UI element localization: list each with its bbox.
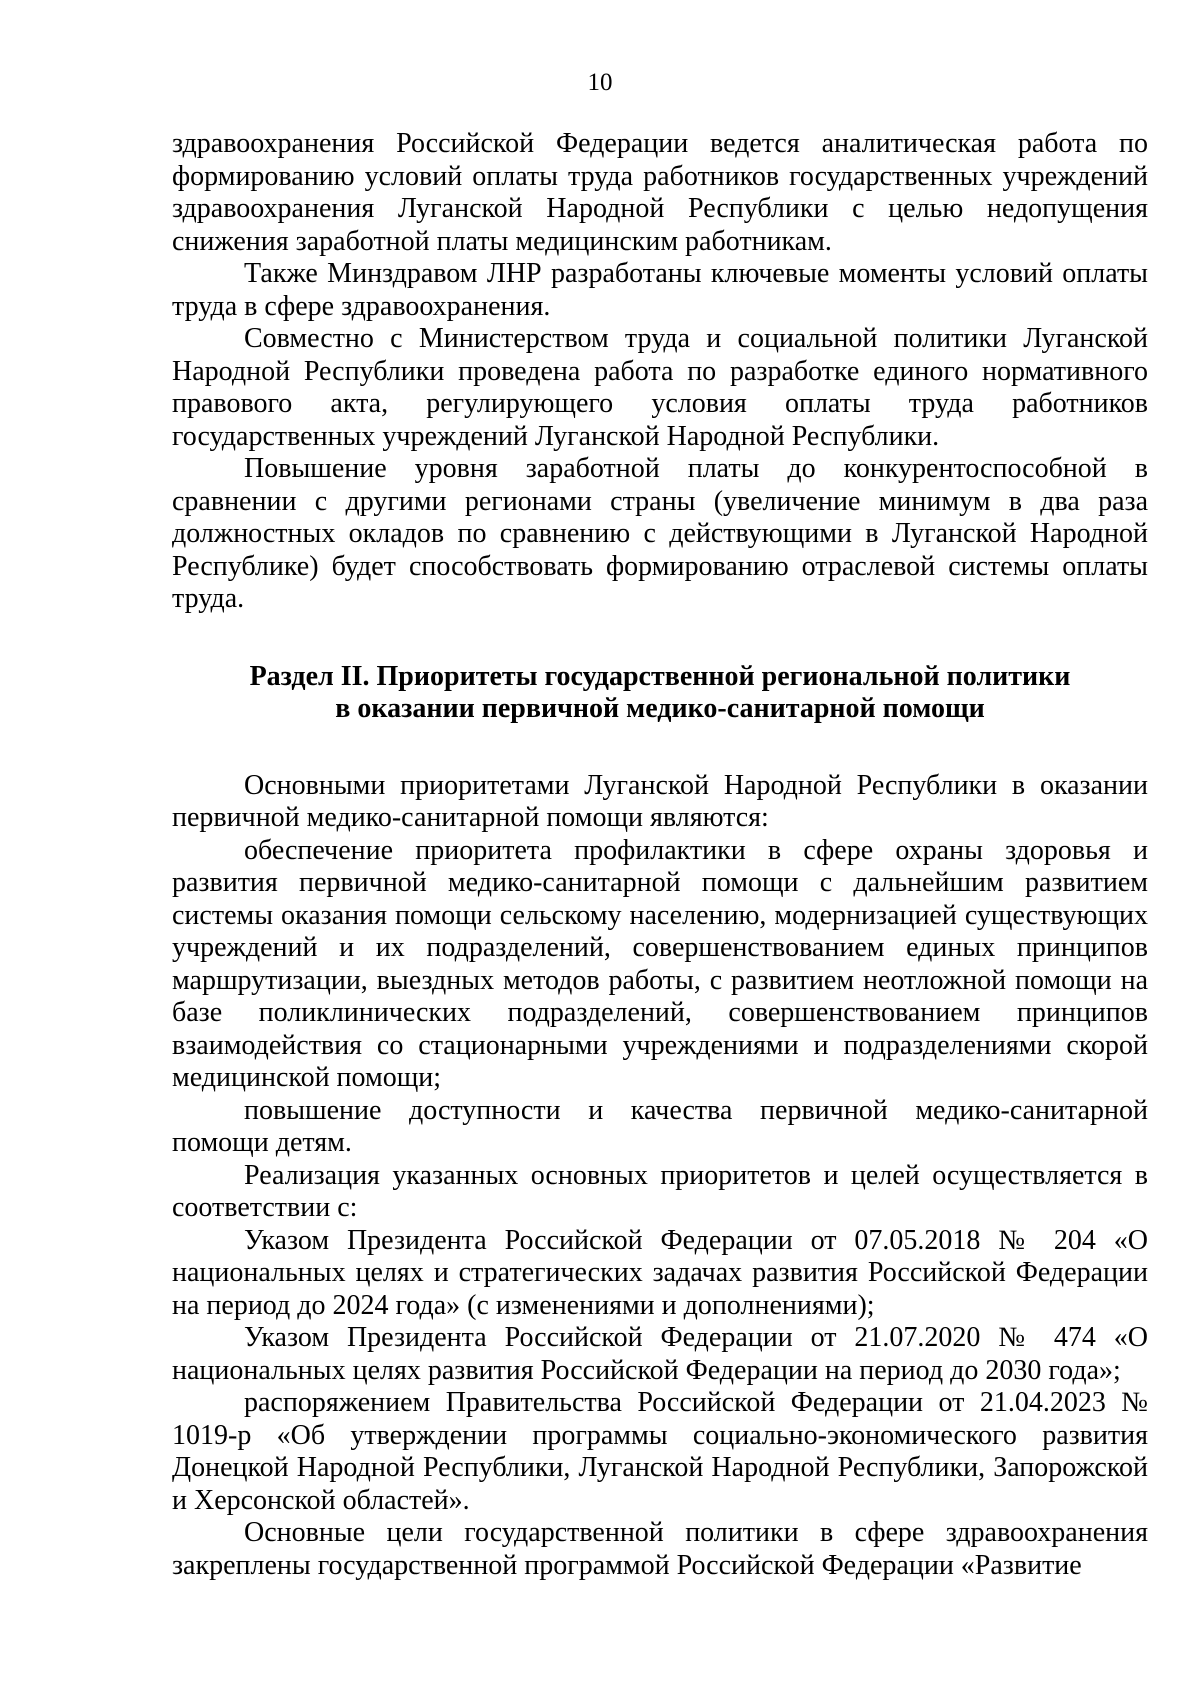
paragraph: повышение доступности и качества первичной медико-санитарной помощи детям. (172, 1094, 1148, 1158)
paragraph: Указом Президента Российской Федерации от 21.07.2020 № 474 «О национальных целях развития Российской Федерации на период до 2030 года»; (172, 1322, 1148, 1386)
paragraph: Основные цели государственной политики в сфере здравоохранения закреплены государственной программой Российской Федерации «Развитие (172, 1517, 1148, 1581)
section-heading-line: Раздел II. Приоритеты государственной региональной политики (249, 660, 1071, 692)
paragraph: распоряжением Правительства Российской Федерации от 21.04.2023 № 1019-р «Об утверждении программы социально-экономического развития Донецкой Народной Республики, Луганской Народной Республики, Запорожской и Херсонской областей». (172, 1387, 1148, 1516)
page-number: 10 (587, 69, 613, 96)
paragraph: обеспечение приоритета профилактики в сфере охраны здоровья и развития первичной медико-санитарной помощи с дальнейшим развитием системы оказания помощи сельскому населению, модернизацией существующих учреждений и их подразделений, совершенствованием единых принципов маршрутизации, выездных методов работы, с развитием неотложной помощи на базе поликлинических подразделений, совершенствованием принципов взаимодействия со стационарными учреждениями и подразделениями скорой медицинской помощи; (172, 834, 1148, 1093)
paragraph: Повышение уровня заработной платы до конкурентоспособной в сравнении с другими регионами страны (увеличение минимум в два раза должностных окладов по сравнению с действующими в Луганской Народной Республике) будет способствовать формированию отраслевой системы оплаты труда. (172, 453, 1148, 614)
paragraphs-before-heading (172, 128, 1148, 616)
paragraph: Также Минздравом ЛНР разработаны ключевые моменты условий оплаты труда в сфере здравоохранения. (172, 258, 1148, 322)
paragraph: Основными приоритетами Луганской Народной Республики в оказании первичной медико-санитарной помощи являются: (172, 769, 1148, 833)
paragraph: здравоохранения Российской Федерации ведется аналитическая работа по формированию условий оплаты труда работников государственных учреждений здравоохранения Луганской Народной Республики с целью недопущения снижения заработной платы медицинским работникам. (172, 128, 1148, 257)
paragraph: Указом Президента Российской Федерации от 07.05.2018 № 204 «О национальных целях и стратегических задачах развития Российской Федерации на период до 2024 года» (с изменениями и дополнениями); (172, 1224, 1148, 1321)
text-body (172, 128, 1148, 1582)
paragraph: Совместно с Министерством труда и социальной политики Луганской Народной Республики проведена работа по разработке единого нормативного правового акта, регулирующего условия оплаты труда работников государственных учреждений Луганской Народной Республики. (172, 323, 1148, 452)
section-heading (172, 661, 1148, 726)
paragraph: Реализация указанных основных приоритетов и целей осуществляется в соответствии с: (172, 1159, 1148, 1223)
paragraphs-after-heading (172, 770, 1148, 1583)
section-heading-line: в оказании первичной медико-санитарной помощи (335, 693, 985, 724)
